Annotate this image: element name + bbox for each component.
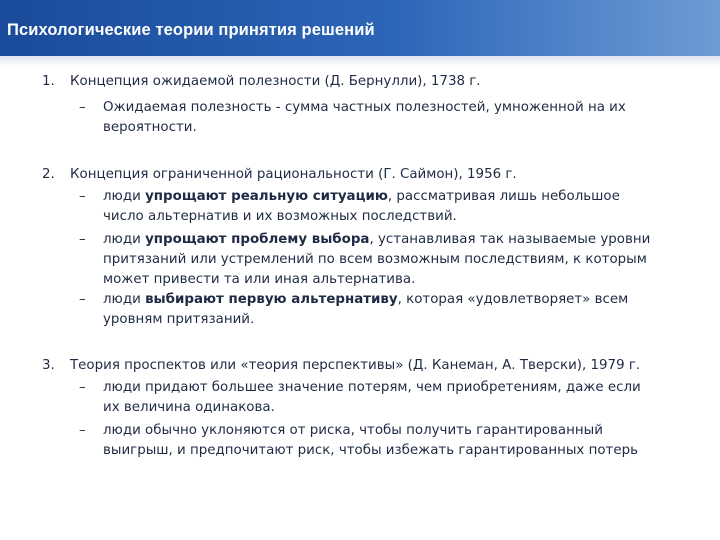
sub-item-text [103, 230, 693, 290]
sub-item-text [103, 421, 693, 461]
text-line: их величина одинакова. [103, 400, 275, 415]
sub-item-text [103, 378, 693, 418]
slide-title: Психологические теории принятия решений [7, 21, 375, 39]
text-line: притязаний или устремлений по всем возможным последствиям, к которым [103, 252, 647, 267]
item-number: 2. [42, 167, 55, 182]
item-number: 1. [42, 74, 55, 89]
dash-bullet: – [79, 100, 86, 115]
item-heading: Концепция ограниченной рациональности (Г. Саймон), 1956 г. [70, 167, 517, 182]
text-line [103, 290, 693, 310]
dash-bullet: – [79, 423, 86, 438]
emphasis-text: упрощают проблему выбора [145, 232, 370, 247]
dash-bullet: – [79, 189, 86, 204]
text-segment: , устанавливая так называемые уровни [369, 232, 651, 247]
sub-item-text [103, 98, 693, 138]
item-number: 3. [42, 358, 55, 373]
text-line [103, 187, 693, 207]
text-segment: , которая «удовлетворяет» всем [397, 292, 629, 307]
item-heading: Теория проспектов или «теория перспективы» (Д. Канеман, А. Тверски), 1979 г. [70, 358, 641, 373]
dash-bullet: – [79, 380, 86, 395]
text-line: люди обычно уклоняются от риска, чтобы получить гарантированный [103, 423, 603, 438]
sub-item-text [103, 290, 693, 330]
item-heading: Концепция ожидаемой полезности (Д. Бернулли), 1738 г. [70, 74, 481, 89]
text-line [103, 230, 693, 250]
text-segment: , рассматривая лишь небольшое [387, 189, 620, 204]
text-line: число альтернатив и их возможных последствий. [103, 209, 457, 224]
emphasis-text: упрощают реальную ситуацию [145, 189, 388, 204]
text-segment: люди [103, 292, 146, 307]
text-line: может привести та или иная альтернатива. [103, 272, 416, 287]
text-line: вероятности. [103, 120, 197, 135]
text-segment: люди [103, 232, 146, 247]
dash-bullet: – [79, 232, 86, 247]
sub-item-text [103, 187, 693, 227]
emphasis-text: выбирают первую альтернативу [145, 292, 398, 307]
text-line: уровням притязаний. [103, 312, 255, 327]
text-line: люди придают большее значение потерям, чем приобретениям, даже если [103, 380, 641, 395]
text-line: выигрыш, и предпочитают риск, чтобы избежать гарантированных потерь [103, 443, 638, 458]
text-line: Ожидаемая полезность - сумма частных полезностей, умноженной на их [103, 100, 626, 115]
text-segment: люди [103, 189, 146, 204]
dash-bullet: – [79, 292, 86, 307]
